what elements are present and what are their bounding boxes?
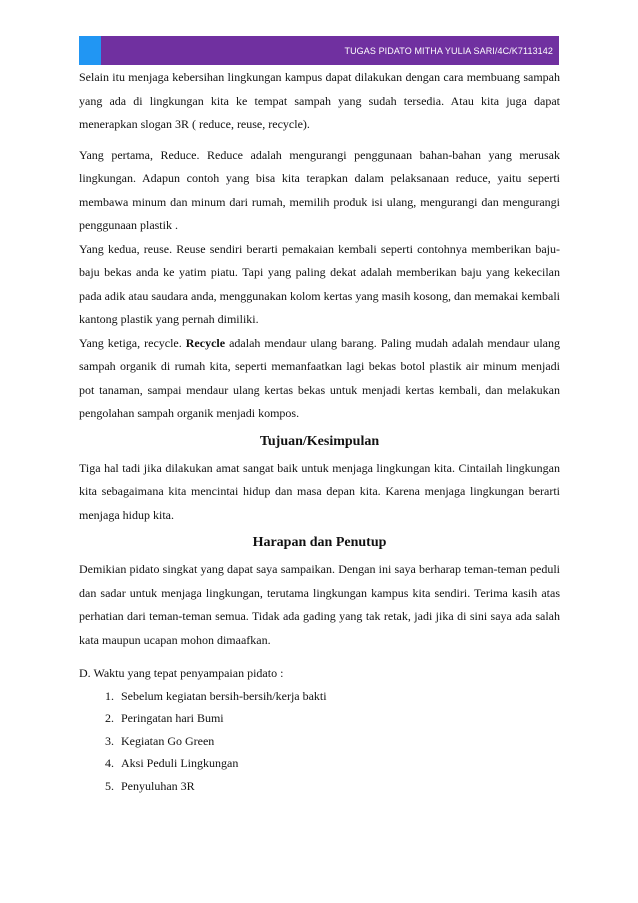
list-item: 4. Aksi Peduli Lingkungan — [117, 752, 560, 775]
header-accent-block — [79, 36, 101, 65]
list-heading: D. Waktu yang tepat penyampaian pidato : — [79, 666, 284, 680]
list-item: 2. Peringatan hari Bumi — [117, 707, 560, 730]
paragraph-recycle — [79, 332, 560, 426]
heading-harapan-penutup: Harapan dan Penutup — [252, 535, 387, 550]
list-item: 5. Penyuluhan 3R — [117, 775, 560, 798]
paragraph-reuse: Yang kedua, reuse. Reuse sendiri berarti pemakaian kembali seperti contohnya memberikan baju-baju bekas anda ke yatim piatu. Tapi yang paling dekat adalah memberikan baju yang kekecilan pada adik atau saudara anda, menggunakan kolom kertas yang masih kosong, dan memakai kembali kantong plastik yang pernah dimiliki. — [79, 241, 560, 326]
heading-tujuan-kesimpulan: Tujuan/Kesimpulan — [259, 433, 380, 449]
recycle-bold-term: Recycle — [185, 335, 226, 350]
paragraph-intro: Selain itu menjaga kebersihan lingkungan kampus dapat dilakukan dengan cara membuang sampah yang ada di lingkungan kita ke tempat sampah yang sudah tersedia. Atau kita juga dapat menerapkan slogan 3R ( reduce, reuse, recycle). — [79, 70, 560, 131]
header-title: TUGAS PIDATO MITHA YULIA SARI/4C/K7113142 — [344, 45, 553, 56]
recycle-intro-text: Yang ketiga, recycle. — [79, 335, 186, 350]
list-item: 3. Kegiatan Go Green — [117, 730, 560, 753]
waktu-list — [79, 685, 560, 798]
header-bar — [79, 36, 559, 65]
recycle-body-text: adalah mendaur ulang barang. Paling mudah adalah mendaur ulang sampah organik di rumah kita, seperti memanfaatkan lagi bekas botol plastik air minum menjadi pot tanaman, sampai mendaur ulang kertas bekas untuk menjadi kertas kembali, dan melakukan pengolahan sampah organik menjadi kompos. — [79, 335, 560, 420]
paragraph-kesimpulan: Tiga hal tadi jika dilakukan amat sangat baik untuk menjaga lingkungan kita. Cintailah lingkungan kita sebagaimana kita mencintai hidup dan masa depan kita. Karena menjaga lingkungan berarti menjaga hidup kita. — [79, 460, 560, 522]
paragraph-penutup: Demikian pidato singkat yang dapat saya sampaikan. Dengan ini saya berharap teman-teman peduli dan sadar untuk menjaga lingkungan, terutama lingkungan kampus kita sendiri. Terima kasih atas perhatian dari teman-teman semua. Tidak ada gading yang tak retak, jadi jika di sini saya ada salah kata maupun ucapan mohon dimaafkan. — [79, 562, 560, 647]
list-item: 1. Sebelum kegiatan bersih-bersih/kerja bakti — [117, 685, 560, 708]
document-body — [79, 66, 560, 797]
paragraph-reduce: Yang pertama, Reduce. Reduce adalah mengurangi penggunaan bahan-bahan yang merusak lingkungan. Adapun contoh yang bisa kita terapkan dalam pelaksanaan reduce, yaitu seperti membawa minum dan minum dari rumah, memilih produk isi ulang, mengurangi dan mengurangi penggunaan plastik . — [79, 147, 560, 232]
